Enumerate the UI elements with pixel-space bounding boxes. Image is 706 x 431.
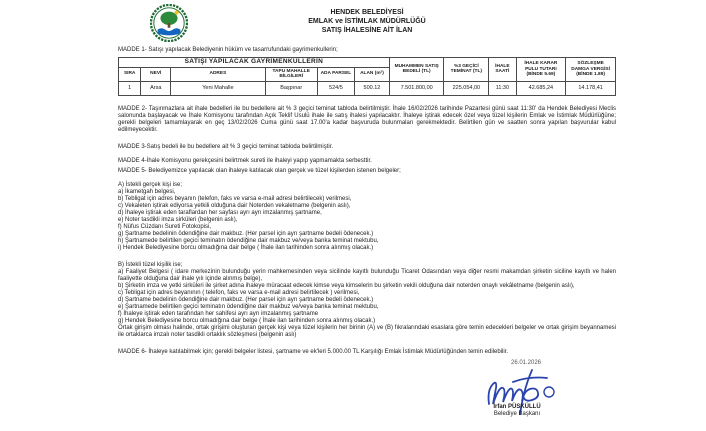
list-item: d) İhaleye iştirak eden taraflardan her sayfası ayrı ayrı imzalanmış şartname,: [118, 209, 322, 216]
municipality-logo-icon: [150, 4, 188, 42]
joint-venture-note: Ortak girişim olması halinde, ortak girişimi oluşturan gerçek kişi veya tüzel kişilerin her birinin (A) ve (B) fıkralarındaki esaslara göre temin edecekleri belgeler ve ortak girişim beyannamesi ile ortaklarca imzalı noter tasdikli ortaklık sözleşmesi (belgenin aslı): [118, 324, 616, 338]
col-sira: SIRA: [119, 67, 141, 81]
madde-4-text: MADDE 4-İhale Komisyonu gerekçesini belirtmek sureti ile ihaleyi yapıp yapmamakta serbesttir.: [118, 157, 372, 164]
list-item: a) İkametgah belgesi,: [118, 188, 176, 195]
signature-block: [452, 360, 582, 419]
list-item: d) Şartname bedelinin ödendiğine dair makbuz. (Her parsel için ayrı şartname bedeli ödenecek.): [118, 296, 374, 303]
madde-6-text: MADDE 6- İhaleye katılabilmek için; gerekli belgeler listesi, şartname ve ek'leri 5.000.00 TL Karşılığı Emlak İstimlak Müdürlüğünden temin edilebilir.: [118, 348, 508, 355]
list-item: h) Şartnamede belirtilen geçici teminatın ödendiğine dair makbuz ve/veya banka teminat mektubu,: [118, 237, 379, 244]
ilan-document: [118, 4, 616, 356]
col-adres: ADRES: [171, 67, 265, 81]
col-muhammen-bedel: MUHAMMEN SATIŞ BEDELİ (TL): [389, 58, 444, 82]
signer-name: İrfan PÜSKÜLLÜ: [493, 403, 541, 410]
cell-damga-vergisi: 14.178,41: [566, 81, 616, 95]
cell-alan: 500.12: [355, 81, 390, 95]
list-item: a) Faaliyet Belgesi ( idare merkezinin bulunduğu yerin mahkemesinden veya sicilinde kayıtlı bulunduğu Ticaret Odasından veya diğer resmi makamdan şirketin siciline kayıtlı ve halen faaliyette olduğuna dair ihale yılı içinde alınmış belge),: [118, 268, 616, 282]
gayrimenkul-table: [118, 57, 616, 96]
cell-tapu-mahalle: Başpınar: [265, 81, 317, 95]
cell-nevi: Arsa: [141, 81, 171, 95]
signer-title: Belediye Başkanı: [493, 411, 541, 417]
madde-2-text: MADDE 2- Taşınmazlara ait ihale bedelleri ile bu bedellere ait % 3 geçici teminat tabloda belirtilmiştir. İhale 16/02/2026 tarihinde Pazartesi günü saat 11:30' da Hendek Belediyesi Meclis salonunda başlayacak ve İhale Komisyonu tarafından Açık Teklif Usulü ihale ile satış ihalesi yapılacaktır. İhaleye iştirak edecek özel veya tüzel kişilerin Emlak ve İstimlak Müdürlüğüne; gerekli belgeleri tamamlayarak en geç 13/02/2026 Cuma günü saat 17.00'a kadar başvuruda bulunmaları gerekmektedir. Belirtilen gün ve saatten sonra yapılan başvurular kabul edilmeyecektir.: [118, 105, 616, 133]
section-a-list: [118, 189, 616, 252]
cell-ada-parsel: 524/5: [317, 81, 354, 95]
list-item: c) Tebligat için adres beyanının ( telefon, faks ve varsa e-mail adresi belirtilecek ) verilmesi,: [118, 289, 360, 296]
section-a-title: A) İstekli gerçek kişi ise;: [118, 181, 183, 188]
list-item: b) Şirketin imza ve yetki sirküleri ile şirket adına ihaleye müracaat edecek kimse veya kimselerin bu şirketin vekili olduğuna dair noterden onaylı vekâletname (belgenin aslı),: [118, 282, 575, 289]
col-karar-pulu: İHALE KARAR PULU TUTARI (BİNDE 5.69): [516, 58, 566, 82]
col-tapu-mahalle: TAPU MAHALLE BİLGİLERİ: [265, 67, 317, 81]
cell-karar-pulu: 42.685,24: [516, 81, 566, 95]
section-b-title: B) İstekli tüzel kişilik ise;: [118, 261, 183, 268]
list-item: i) Hendek Belediyesine borcu olmadığına dair belge ( İhale ilan tarihinden sonra alınmış olacak.): [118, 244, 374, 251]
list-item: g) Hendek Belediyesine borcu olmadığına dair belge ( İhale ilan tarihinden sonra alınmış olacak.): [118, 317, 376, 324]
list-item: e) Şartnamede belirtilen geçici teminatın ödendiğine dair makbuz ve/veya banka teminat mektubu,: [118, 303, 379, 310]
col-nevi: NEVİ: [141, 67, 171, 81]
department-name: EMLAK ve İSTİMLAK MÜDÜRLÜĞÜ: [308, 18, 426, 25]
table-row: [119, 81, 616, 95]
list-item: f) Nüfus Cüzdanı Sureti Fotokopisi,: [118, 223, 212, 230]
list-item: g) Şartname bedelinin ödendiğine dair makbuz. (Her parsel için ayrı şartname bedeli ödenecek.): [118, 230, 374, 237]
col-damga-vergisi: SÖZLEŞME DAMGA VERGİSİ (BİNDE 1.89): [566, 58, 616, 82]
col-ihale-saati: İHALE SAATİ: [489, 58, 516, 82]
col-gecici-teminat: %3 GEÇİCİ TEMİNAT (TL): [444, 58, 489, 82]
cell-adres: Yeni Mahalle: [171, 81, 265, 95]
col-alan: ALAN (m²): [355, 67, 390, 81]
document-title-block: [118, 4, 616, 35]
col-ada-parsel: ADA PARSEL: [317, 67, 354, 81]
signature-date: 26.01.2026: [510, 360, 542, 366]
cell-ihale-saati: 11:30: [489, 81, 516, 95]
madde-1-text: MADDE 1- Satışı yapılacak Belediyenin hüküm ve tasarrufundaki gayrimenkullerin;: [118, 47, 338, 53]
list-item: e) Noter tasdikli imza sirküleri (belgenin aslı),: [118, 216, 238, 223]
list-item: b) Tebligat için adres beyanın (telefon, faks ve varsa e-mail adresi belirtilecek) verilmesi,: [118, 195, 352, 202]
cell-gecici-teminat: 225.054,00: [444, 81, 489, 95]
table-group-header-row: [119, 58, 616, 68]
org-name: HENDEK BELEDİYESİ: [330, 9, 404, 16]
madde-3-text: MADDE 3-Satış bedeli ile bu bedellere ait % 3 geçici teminat tabloda belirtilmiştir.: [118, 143, 334, 150]
section-b-list: [118, 269, 616, 325]
list-item: f) İhaleye iştirak eden tarafından her sahifesi ayrı ayrı imzalanmış şartname: [118, 310, 319, 317]
cell-sira: 1: [119, 81, 141, 95]
group-header-cell: SATIŞI YAPILACAK GAYRİMENKULLERİN: [119, 58, 390, 68]
document-header: [118, 4, 616, 44]
list-item: c) Vekaleten iştirak ediyorsa yetkili olduğuna dair Noterden vekaletname (belgenin aslı),: [118, 202, 351, 209]
madde-5-text: MADDE 5- Belediyemizce yapılacak olan ihaleye katılacak olan gerçek ve tüzel kişilerden istenen belgeler;: [118, 167, 401, 174]
page-title: SATIŞ İHALESİNE AİT İLAN: [321, 27, 413, 34]
cell-muhammen-bedel: 7.501.800,00: [389, 81, 444, 95]
